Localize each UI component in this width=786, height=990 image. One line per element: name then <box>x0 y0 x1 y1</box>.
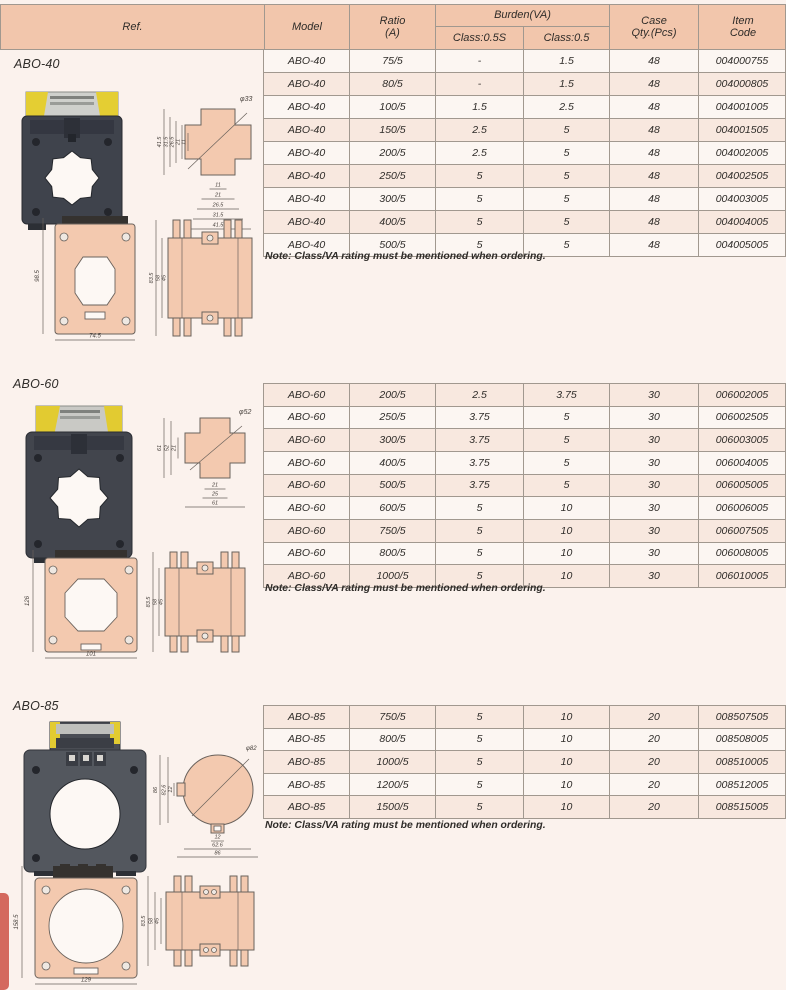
table-row <box>264 773 785 796</box>
cell-burden-05: 10 <box>523 796 609 818</box>
cell-case-qty: 48 <box>609 96 698 118</box>
cell-ratio: 300/5 <box>349 429 435 451</box>
cell-case-qty: 20 <box>609 796 698 818</box>
dim-label: 101 <box>85 651 97 658</box>
cell-burden-05: 5 <box>523 211 609 233</box>
cell-burden-05: 5 <box>523 119 609 141</box>
cell-case-qty: 30 <box>609 429 698 451</box>
dim-label: 41.5 <box>157 136 163 148</box>
cell-case-qty: 20 <box>609 706 698 728</box>
cell-ratio: 250/5 <box>349 165 435 187</box>
cell-item-code: 004002505 <box>698 165 785 187</box>
cell-item-code: 004001505 <box>698 119 785 141</box>
cell-ratio: 1000/5 <box>349 751 435 773</box>
cell-burden-05: 10 <box>523 729 609 751</box>
cell-model: ABO-40 <box>287 239 326 251</box>
dim-label: φ82 <box>246 746 257 752</box>
cell-burden-05s: - <box>435 73 523 95</box>
table-row <box>264 50 785 72</box>
cell-model: ABO-40 <box>287 55 326 67</box>
cell-burden-05s: 2.5 <box>435 384 523 406</box>
cell-case-qty: 48 <box>609 234 698 256</box>
cell-case-qty: 48 <box>609 165 698 187</box>
cell-item-code: 006006005 <box>698 497 785 519</box>
cell-model: ABO-60 <box>287 479 326 492</box>
table-row <box>264 384 785 406</box>
dim-label: 82.6 <box>161 784 168 796</box>
dim-label: 61 <box>157 444 163 452</box>
cell-ratio: 800/5 <box>349 543 435 565</box>
dim-label: 74.5 <box>89 333 101 340</box>
abo40-product-photo <box>12 86 132 231</box>
cell-case-qty: 20 <box>609 729 698 751</box>
cell-burden-05: 5 <box>523 407 609 429</box>
cell-ratio: 800/5 <box>349 729 435 751</box>
abo60-dimension-views <box>15 548 260 662</box>
cell-burden-05: 5 <box>523 234 609 256</box>
cell-case-qty: 30 <box>609 384 698 406</box>
dim-label: 58 <box>155 274 162 282</box>
label: Ref. <box>122 20 143 33</box>
cell-burden-05s: 3.75 <box>435 475 523 497</box>
dim-label: 52 <box>164 444 171 452</box>
label: Ratio <box>379 14 406 27</box>
dim-label: 61 <box>211 500 219 507</box>
abo60-cross-section-drawing <box>140 400 265 512</box>
cell-case-qty: 30 <box>609 475 698 497</box>
cell-burden-05: 1.5 <box>523 73 609 95</box>
dim-label: 31.5 <box>163 136 170 148</box>
cell-case-qty: 30 <box>609 407 698 429</box>
cell-ratio: 250/5 <box>349 407 435 429</box>
table-row <box>264 428 785 451</box>
dim-label: 126 <box>25 595 31 607</box>
cell-burden-05s: 5 <box>435 774 523 796</box>
table-row <box>264 406 785 429</box>
cell-model: ABO-60 <box>287 456 326 469</box>
cell-item-code: 004005005 <box>698 234 785 256</box>
cell-burden-05: 10 <box>523 543 609 565</box>
cell-burden-05s: 3.75 <box>435 407 523 429</box>
cell-burden-05s: 5 <box>435 234 523 256</box>
dim-label: 26.5 <box>169 136 176 148</box>
cell-item-code: 006002505 <box>698 407 785 429</box>
cell-ratio: 150/5 <box>349 119 435 141</box>
cell-item-code: 006008005 <box>698 543 785 565</box>
cell-burden-05s: 5 <box>435 211 523 233</box>
table-row <box>264 496 785 519</box>
dim-label: 21 <box>214 192 222 199</box>
cell-item-code: 008508005 <box>698 729 785 751</box>
dim-label: 83.5 <box>141 915 147 927</box>
cell-ratio: 400/5 <box>349 452 435 474</box>
cell-burden-05: 5 <box>523 165 609 187</box>
page-edge-tab <box>0 893 9 990</box>
label: Code <box>729 27 757 39</box>
cell-burden-05: 10 <box>523 565 609 587</box>
table-abo60 <box>263 383 786 588</box>
ordering-note: Note: Class/VA rating must be mentioned when ordering. <box>265 583 546 594</box>
cell-burden-05: 5 <box>523 429 609 451</box>
cell-model: ABO-85 <box>287 710 326 723</box>
label: Burden(VA) <box>494 9 551 22</box>
cell-model: ABO-60 <box>287 388 326 401</box>
cell-item-code: 006004005 <box>698 452 785 474</box>
cell-case-qty: 30 <box>609 520 698 542</box>
cell-item-code: 008510005 <box>698 751 785 773</box>
table-row <box>264 728 785 751</box>
cell-burden-05s: 5 <box>435 729 523 751</box>
cell-item-code: 006007505 <box>698 520 785 542</box>
cell-burden-05: 5 <box>523 142 609 164</box>
cell-ratio: 1200/5 <box>349 774 435 796</box>
cell-burden-05s: 5 <box>435 188 523 210</box>
cell-burden-05s: 3.75 <box>435 452 523 474</box>
dim-label: 62.6 <box>212 842 223 849</box>
cell-burden-05s: 2.5 <box>435 142 523 164</box>
abo85-dimension-views <box>10 862 270 987</box>
cell-item-code: 004000755 <box>698 50 785 72</box>
dim-label: 11 <box>181 139 188 145</box>
cell-item-code: 006010005 <box>698 565 785 587</box>
cell-case-qty: 48 <box>609 188 698 210</box>
dim-label: 83.5 <box>146 596 152 608</box>
cell-burden-05: 1.5 <box>523 50 609 72</box>
col-header-case-qty <box>609 5 698 49</box>
dim-label: 21 <box>171 444 178 452</box>
cell-model: ABO-60 <box>287 411 326 424</box>
dim-label: 86 <box>214 850 221 857</box>
cell-model: ABO-60 <box>287 570 326 583</box>
cell-model: ABO-85 <box>287 733 326 746</box>
cell-ratio: 1500/5 <box>349 796 435 818</box>
cell-ratio: 75/5 <box>349 50 435 72</box>
dim-label: φ33 <box>240 96 253 103</box>
table-row <box>264 141 785 164</box>
cell-burden-05s: 5 <box>435 543 523 565</box>
cell-burden-05s: - <box>435 50 523 72</box>
cell-model: ABO-40 <box>287 170 326 182</box>
cell-burden-05: 10 <box>523 520 609 542</box>
table-row <box>264 519 785 542</box>
cell-item-code: 004002005 <box>698 142 785 164</box>
col-header-item-code <box>698 5 786 49</box>
col-header-model <box>264 5 349 49</box>
col-header-class05s <box>435 27 523 49</box>
cell-ratio: 750/5 <box>349 706 435 728</box>
col-header-ratio <box>349 5 435 49</box>
abo60-product-photo <box>20 396 138 564</box>
cell-ratio: 200/5 <box>349 384 435 406</box>
cell-model: ABO-60 <box>287 502 326 515</box>
table-row <box>264 164 785 187</box>
cell-model: ABO-60 <box>287 524 326 537</box>
cell-model: ABO-40 <box>287 193 326 205</box>
cell-item-code: 006002005 <box>698 384 785 406</box>
cell-item-code: 008512005 <box>698 774 785 796</box>
cell-burden-05: 3.75 <box>523 384 609 406</box>
cell-burden-05s: 5 <box>435 497 523 519</box>
cell-ratio: 500/5 <box>349 475 435 497</box>
cell-case-qty: 48 <box>609 73 698 95</box>
cell-model: ABO-40 <box>287 101 326 113</box>
dim-label: 86 <box>153 786 159 794</box>
dim-label: φ52 <box>239 409 252 416</box>
cell-ratio: 100/5 <box>349 96 435 118</box>
cell-model: ABO-60 <box>287 434 326 447</box>
dim-label: 98.5 <box>35 270 41 282</box>
dim-label: 83.5 <box>149 272 155 284</box>
label: Item <box>732 14 754 27</box>
cell-burden-05: 5 <box>523 188 609 210</box>
cell-ratio: 200/5 <box>349 142 435 164</box>
cell-case-qty: 20 <box>609 774 698 796</box>
cell-case-qty: 48 <box>609 119 698 141</box>
cell-model: ABO-40 <box>287 124 326 136</box>
cell-item-code: 008515005 <box>698 796 785 818</box>
dim-label: 31.5 <box>212 212 224 219</box>
cell-item-code: 004003005 <box>698 188 785 210</box>
col-header-class05 <box>523 27 609 49</box>
col-header-burden <box>435 5 609 27</box>
abo85-product-photo <box>20 716 150 876</box>
ordering-note: Note: Class/VA rating must be mentioned when ordering. <box>265 820 546 831</box>
dim-label: 45 <box>154 917 161 925</box>
cell-case-qty: 48 <box>609 50 698 72</box>
dim-label: 158.5 <box>14 914 20 930</box>
cell-burden-05s: 5 <box>435 751 523 773</box>
table-row <box>264 750 785 773</box>
table-row <box>264 474 785 497</box>
label: Qty.(Pcs) <box>631 27 677 39</box>
cell-burden-05s: 2.5 <box>435 119 523 141</box>
table-row <box>264 95 785 118</box>
table-row <box>264 542 785 565</box>
table-abo85 <box>263 705 786 819</box>
cell-burden-05: 5 <box>523 452 609 474</box>
section-label-abo40: ABO-40 <box>14 57 60 71</box>
dim-label: 21 <box>175 138 182 146</box>
table-row <box>264 795 785 818</box>
cell-burden-05: 10 <box>523 497 609 519</box>
dim-label: 21 <box>211 482 219 489</box>
cell-item-code: 004001005 <box>698 96 785 118</box>
cell-item-code: 006003005 <box>698 429 785 451</box>
cell-ratio: 500/5 <box>349 234 435 256</box>
label: (A) <box>385 27 400 39</box>
cell-burden-05s: 1.5 <box>435 96 523 118</box>
cell-model: ABO-40 <box>287 147 326 159</box>
cell-burden-05: 5 <box>523 475 609 497</box>
dim-label: 58 <box>148 917 155 925</box>
table-row <box>264 451 785 474</box>
abo40-dimension-views <box>10 212 265 344</box>
dim-label: 45 <box>158 598 165 606</box>
cell-burden-05: 10 <box>523 774 609 796</box>
dim-label: 41.5 <box>212 222 224 229</box>
label: Case <box>641 14 667 27</box>
table-row <box>264 72 785 95</box>
cell-item-code: 004000805 <box>698 73 785 95</box>
label: Class:0.5 <box>543 31 590 44</box>
cell-case-qty: 48 <box>609 211 698 233</box>
cell-ratio: 300/5 <box>349 188 435 210</box>
cell-burden-05s: 5 <box>435 520 523 542</box>
dim-label: 12 <box>214 834 221 841</box>
cell-burden-05: 10 <box>523 706 609 728</box>
cell-case-qty: 20 <box>609 751 698 773</box>
table-row <box>264 210 785 233</box>
dim-label: 11 <box>215 182 221 189</box>
label: Class:0.5S <box>452 31 507 44</box>
dim-label: 58 <box>152 598 159 606</box>
col-header-ref <box>1 5 264 49</box>
cell-ratio: 1000/5 <box>349 565 435 587</box>
dim-label: 26.5 <box>212 202 224 209</box>
dim-label: 25 <box>211 491 219 498</box>
table-abo40 <box>263 50 786 257</box>
cell-burden-05s: 5 <box>435 706 523 728</box>
cell-item-code: 006005005 <box>698 475 785 497</box>
cell-item-code: 004004005 <box>698 211 785 233</box>
cell-burden-05: 10 <box>523 751 609 773</box>
cell-ratio: 750/5 <box>349 520 435 542</box>
dim-label: 45 <box>161 274 168 282</box>
cell-case-qty: 30 <box>609 543 698 565</box>
dim-label: 129 <box>80 977 92 984</box>
cell-case-qty: 30 <box>609 497 698 519</box>
dim-label: 12 <box>168 786 174 793</box>
cell-model: ABO-85 <box>287 801 326 814</box>
cell-ratio: 600/5 <box>349 497 435 519</box>
cell-ratio: 400/5 <box>349 211 435 233</box>
section-label-abo85: ABO-85 <box>13 699 59 713</box>
cell-item-code: 008507505 <box>698 706 785 728</box>
cell-case-qty: 30 <box>609 452 698 474</box>
table-row <box>264 187 785 210</box>
cell-burden-05s: 5 <box>435 796 523 818</box>
abo85-cross-section-drawing <box>150 738 265 862</box>
cell-model: ABO-60 <box>287 547 326 560</box>
cell-case-qty: 30 <box>609 565 698 587</box>
label: Model <box>292 20 322 33</box>
cell-burden-05s: 3.75 <box>435 429 523 451</box>
cell-burden-05: 2.5 <box>523 96 609 118</box>
table-row <box>264 706 785 728</box>
cell-model: ABO-85 <box>287 778 326 791</box>
cell-model: ABO-40 <box>287 78 326 90</box>
ordering-note: Note: Class/VA rating must be mentioned when ordering. <box>265 251 546 262</box>
cell-model: ABO-40 <box>287 216 326 228</box>
cell-burden-05s: 5 <box>435 165 523 187</box>
cell-burden-05s: 5 <box>435 565 523 587</box>
cell-ratio: 80/5 <box>349 73 435 95</box>
table-header <box>0 4 786 50</box>
section-label-abo60: ABO-60 <box>13 377 59 391</box>
cell-model: ABO-85 <box>287 755 326 768</box>
table-row <box>264 118 785 141</box>
cell-case-qty: 48 <box>609 142 698 164</box>
